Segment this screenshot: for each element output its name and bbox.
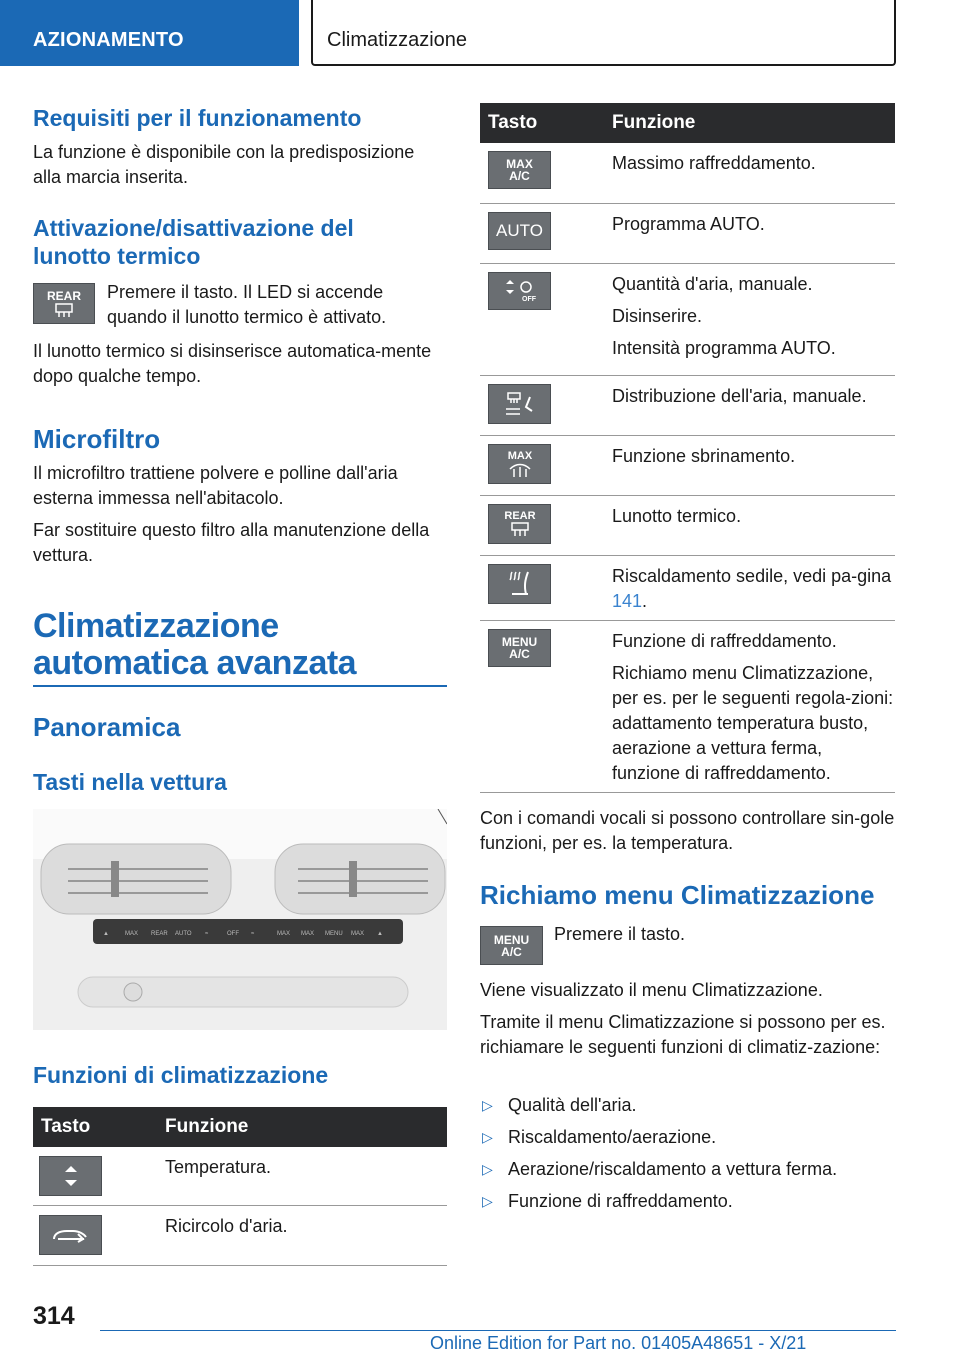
function-text: Intensità programma AUTO. [612, 337, 836, 358]
footer-rule [100, 1330, 896, 1331]
title-rule [33, 685, 447, 687]
table-row [480, 203, 895, 263]
function-text: Massimo raffreddamento. [612, 153, 816, 173]
section-tab [0, 0, 299, 66]
temperature-updown-key-icon [39, 1156, 102, 1196]
menu-ac-key-icon: MENU A/C [480, 926, 543, 965]
function-text [612, 564, 895, 614]
svg-text:▲: ▲ [103, 931, 109, 937]
chapter-label: Climatizzazione [327, 29, 468, 51]
svg-text:MAX: MAX [301, 931, 315, 937]
function-text: Funzione sbrinamento. [612, 445, 796, 466]
section-label: AZIONAMENTO [33, 29, 184, 51]
rear-defrost-key-icon [488, 504, 551, 544]
function-text: Richiamo menu Climatizzazione, per es. per le seguenti regola-zioni: adattamento temperatura busto, aerazione a vettura ferma, funzione di raffreddamento. [612, 662, 894, 783]
function-text: Disinserire. [612, 305, 703, 326]
microfilter-text: Il microfiltro trattiene polvere e polline dall'aria esterna immessa nell'abitacolo. [33, 463, 398, 508]
menu-shown-text: Viene visualizzato il menu Climatizzazione. [480, 980, 823, 1000]
svg-text:MAX: MAX [277, 931, 291, 937]
page-number: 314 [33, 1302, 75, 1330]
air-recirculation-key-icon [39, 1215, 102, 1255]
function-text: Distribuzione dell'aria, manuale. [612, 385, 867, 406]
svg-text:MAX: MAX [125, 931, 139, 937]
keys-heading: Tasti nella vettura [33, 769, 227, 795]
air-distribution-key-icon [488, 384, 551, 424]
table-row [33, 1147, 447, 1205]
col-header-function: Funzione [604, 103, 895, 143]
microfilter-service-text: Far sostituire questo filtro alla manutenzione della vettura. [33, 520, 430, 565]
list-item: ▷ Aerazione/riscaldamento a vettura ferma. [480, 1153, 895, 1185]
svg-text:REAR: REAR [503, 509, 536, 522]
col-header-key: Tasto [33, 1107, 157, 1147]
table-row [480, 620, 895, 792]
functions-table-left [33, 1107, 447, 1266]
function-text: Lunotto termico. [612, 505, 742, 526]
svg-text:OFF: OFF [227, 931, 239, 937]
function-text: Funzione di raffreddamento. [612, 630, 837, 651]
svg-text:≈: ≈ [205, 931, 209, 937]
list-item: ▷ Qualità dell'aria. [480, 1089, 895, 1121]
functions-heading: Funzioni di climatizzazione [33, 1062, 329, 1088]
col-header-key: Tasto [480, 103, 604, 143]
svg-text:REAR: REAR [151, 931, 168, 937]
table-row [480, 143, 895, 203]
requirements-heading: Requisiti per il funzionamento [33, 105, 362, 131]
svg-text:REAR: REAR [46, 289, 82, 303]
table-row [33, 1205, 447, 1265]
rear-defrost-auto-off-text: Il lunotto termico si disinserisce automatica-mente dopo qualche tempo. [33, 341, 432, 386]
menu-press-text: Premere il tasto. [554, 924, 686, 944]
function-text: Quantità d'aria, manuale. [612, 273, 813, 294]
table-row [480, 555, 895, 620]
chapter-tab [311, 0, 896, 66]
main-section-title: Climatizzazione automatica avanzata [33, 607, 357, 682]
table-row [480, 263, 895, 375]
svg-text:MENU: MENU [325, 931, 343, 937]
max-defrost-key-icon [488, 444, 551, 484]
menu-heading: Richiamo menu Climatizzazione [480, 880, 875, 910]
max-ac-key-icon: MAX A/C [488, 151, 551, 189]
list-item: ▷ Funzione di raffreddamento. [480, 1185, 895, 1217]
seat-heating-text: Riscaldamento sedile, vedi pa-gina 141. [612, 565, 892, 611]
dashboard-photo [33, 809, 447, 1030]
menu-functions-text: Tramite il menu Climatizzazione si possono per es. richiamare le seguenti funzioni di climatiz-zazione: [480, 1012, 886, 1057]
list-item: ▷ Riscaldamento/aerazione. [480, 1121, 895, 1153]
svg-text:OFF: OFF [521, 295, 536, 303]
rear-defrost-heading: Attivazione/disattivazione del lunotto termico [33, 215, 354, 269]
auto-key-icon [488, 212, 551, 250]
microfilter-heading: Microfiltro [33, 424, 161, 454]
table-row [480, 435, 895, 495]
seat-heating-key-icon [488, 564, 551, 604]
menu-function-list [480, 1089, 895, 1217]
svg-text:MAX: MAX [351, 931, 365, 937]
requirements-text: La funzione è disponibile con la predisposizione alla marcia inserita. [33, 142, 415, 187]
overview-heading: Panoramica [33, 712, 181, 742]
page-reference-link[interactable]: 141 [612, 590, 643, 611]
col-header-function: Funzione [157, 1107, 447, 1147]
table-row [480, 495, 895, 555]
auto-key-label: AUTO [496, 221, 543, 240]
svg-text:▲: ▲ [377, 931, 383, 937]
table-row [480, 375, 895, 435]
rear-defrost-key-icon [33, 283, 95, 324]
rear-defrost-text: Premere il tasto. Il LED si accende quando il lunotto termico è attivato. [107, 282, 387, 327]
edition-note: Online Edition for Part no. 01405A48651 - X/21 [430, 1333, 807, 1353]
svg-text:MAX: MAX [507, 449, 532, 462]
function-text: Programma AUTO. [612, 213, 765, 234]
voice-control-text: Con i comandi vocali si possono controllare sin-gole funzioni, per es. la temperatura. [480, 808, 895, 853]
fan-off-key-icon [488, 272, 551, 310]
functions-table-right [480, 103, 895, 793]
menu-ac-key-icon: MENU A/C [488, 629, 551, 667]
function-text: Temperatura. [157, 1147, 447, 1205]
svg-text:AUTO: AUTO [175, 931, 192, 937]
svg-text:≈: ≈ [251, 931, 255, 937]
function-text: Ricircolo d'aria. [157, 1205, 447, 1265]
